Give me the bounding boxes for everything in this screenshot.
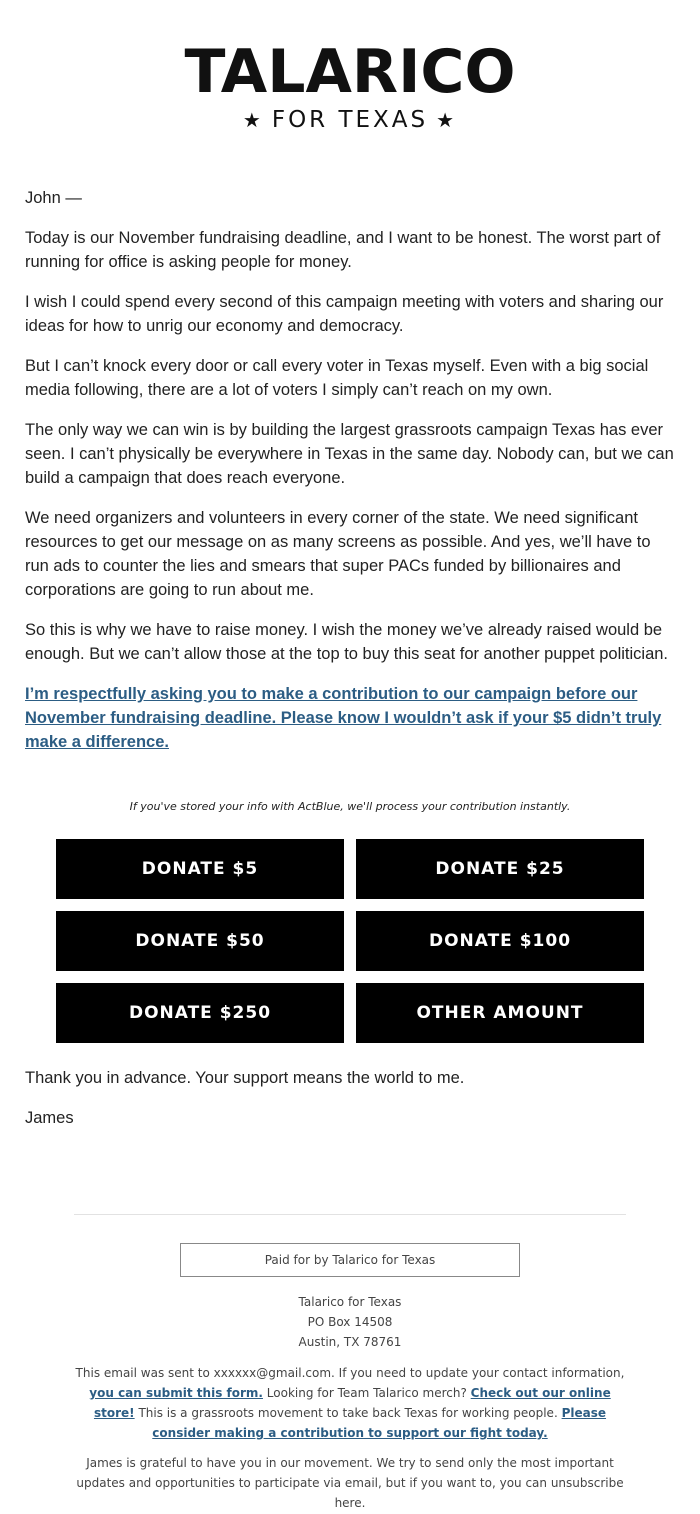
unsubscribe-notice: James is grateful to have you in our movement. We try to send only the most important updates and opportunities to participate via email, but if you want to, you can unsubscribe here. — [76, 1456, 624, 1510]
logo-tagline-text: FOR TEXAS — [271, 107, 429, 133]
donate-5-button[interactable]: DONATE $5 — [56, 839, 344, 899]
mailing-address — [0, 1292, 700, 1352]
footer-divider — [74, 1214, 626, 1215]
thank-you-text: Thank you in advance. Your support means the world to me. — [25, 1069, 465, 1087]
star-icon: ★ — [436, 108, 458, 132]
greeting: John — — [25, 189, 82, 207]
address-line: PO Box 14508 — [307, 1315, 393, 1329]
paid-for-disclaimer: Paid for by Talarico for Texas — [180, 1243, 520, 1277]
footer-notice — [70, 1363, 630, 1443]
other-amount-button[interactable]: OTHER AMOUNT — [356, 983, 644, 1043]
star-icon: ★ — [242, 108, 264, 132]
contribution-ask-link[interactable]: I’m respectfully asking you to make a contribution to our campaign before our November fundraising deadline. Please know I wouldn’t ask if your $5 didn’t truly make a difference. — [25, 685, 662, 751]
donate-25-button[interactable]: DONATE $25 — [356, 839, 644, 899]
notice-text: Looking for Team Talarico merch? — [266, 1386, 467, 1400]
donate-100-button[interactable]: DONATE $100 — [356, 911, 644, 971]
actblue-note: If you've stored your info with ActBlue, we'll process your contribution instantly. — [129, 800, 571, 813]
signature: James — [25, 1109, 74, 1127]
address-line: Austin, TX 78761 — [298, 1335, 402, 1349]
logo-wordmark: TALARICO — [184, 37, 516, 107]
donate-50-button[interactable]: DONATE $50 — [56, 911, 344, 971]
body-paragraph: But I can’t knock every door or call every voter in Texas myself. Even with a big social media following, there are a lot of voters I simply can’t reach on my own. — [25, 357, 649, 399]
campaign-logo — [0, 37, 700, 134]
body-paragraph: We need organizers and volunteers in every corner of the state. We need significant resources to get our message on as many screens as possible. And yes, we’ll have to run ads to counter the lies and smears that super PACs funded by billionaires and corporations are going to run about me. — [25, 509, 651, 599]
email-body — [25, 186, 675, 770]
address-line: Talarico for Texas — [298, 1295, 402, 1309]
body-paragraph: So this is why we have to raise money. I wish the money we’ve already raised would be enough. But we can’t allow those at the top to buy this seat for another puppet politician. — [25, 621, 669, 663]
body-paragraph: I wish I could spend every second of this campaign meeting with voters and sharing our ideas for how to unrig our economy and democracy. — [25, 293, 664, 335]
online-store-link[interactable]: Check out our online store! — [93, 1386, 611, 1420]
logo-tagline — [0, 106, 700, 134]
update-contact-link[interactable]: you can submit this form. — [89, 1386, 263, 1400]
closing — [25, 1066, 675, 1146]
body-paragraph: Today is our November fundraising deadline, and I want to be honest. The worst part of running for office is asking people for money. — [25, 229, 661, 271]
contribute-link[interactable]: Please consider making a contribution to support our fight today. — [152, 1406, 607, 1440]
donate-250-button[interactable]: DONATE $250 — [56, 983, 344, 1043]
body-paragraph: The only way we can win is by building the largest grassroots campaign Texas has ever seen. I can’t physically be everywhere in Texas in the same day. Nobody can, but we can build a campaign that does reach everyone. — [25, 421, 674, 487]
notice-text: This is a grassroots movement to take back Texas for working people. — [138, 1406, 558, 1420]
notice-text: This email was sent to xxxxxx@gmail.com. If you need to update your contact information, — [75, 1366, 625, 1380]
